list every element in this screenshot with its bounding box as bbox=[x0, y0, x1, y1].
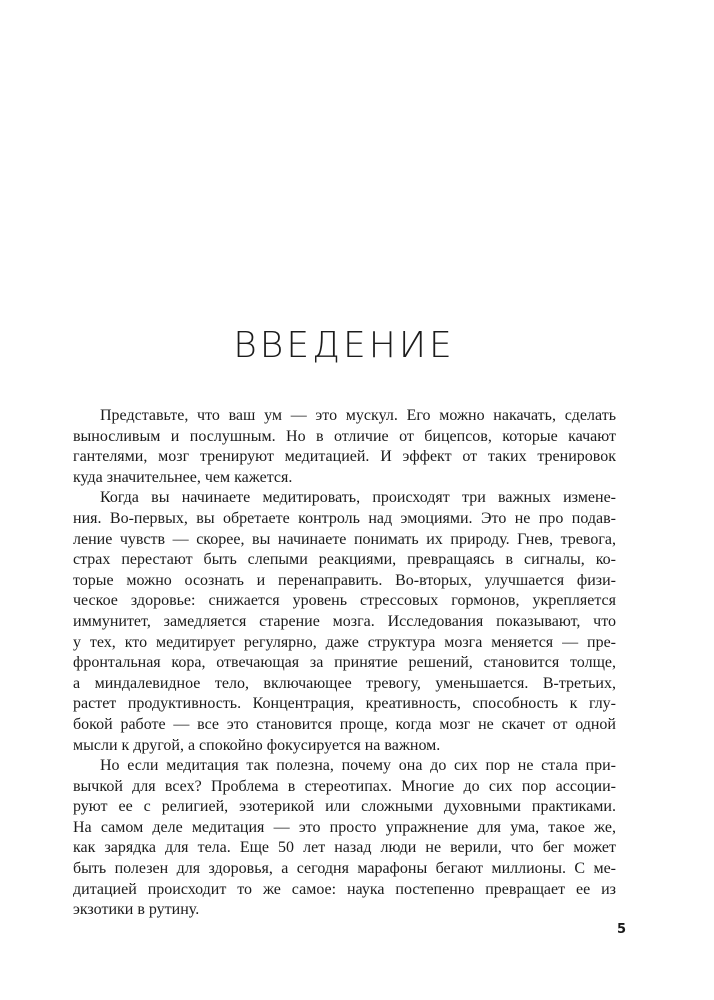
text-line: ление чувств — скорее, вы начинаете понимать их природу. Гнев, тревога, bbox=[73, 530, 616, 548]
text-line: экзотики в рутину. bbox=[73, 901, 200, 919]
text-line: На самом деле медитация — это просто упражнение для ума, такое же, bbox=[73, 818, 616, 836]
text-line: Когда вы начинаете медитировать, происходят три важных измене- bbox=[100, 489, 616, 507]
text-line: как зарядка для тела. Еще 50 лет назад люди не верили, что бег может bbox=[73, 839, 616, 857]
text-line: куда значительнее, чем кажется. bbox=[73, 468, 293, 486]
text-line: ния. Во-первых, вы обретаете контроль над эмоциями. Это не про подав- bbox=[73, 509, 616, 527]
chapter-title: ВВЕДЕНИЕ bbox=[233, 325, 455, 366]
text-line: у тех, кто медитирует регулярно, даже структура мозга меняется — пре- bbox=[73, 633, 616, 651]
text-line: бокой работе — все это становится проще, когда мозг не скачет от одной bbox=[73, 715, 616, 733]
text-line: фронтальная кора, отвечающая за принятие решений, становится толще, bbox=[73, 654, 616, 672]
text-line: торые можно осознать и перенаправить. Во-вторых, улучшается физи- bbox=[73, 571, 616, 589]
text-line: а миндалевидное тело, включающее тревогу, уменьшается. В-третьих, bbox=[73, 674, 616, 692]
text-line: гантелями, мозг тренируют медитацией. И эффект от таких тренировок bbox=[73, 448, 616, 466]
text-line: мысли к другой, а спокойно фокусируется на важном. bbox=[73, 736, 441, 754]
text-line: руют ее с религией, эзотерикой или сложными духовными практиками. bbox=[73, 798, 616, 816]
text-line: иммунитет, замедляется старение мозга. Исследования показывают, что bbox=[73, 612, 616, 630]
text-line: Но если медитация так полезна, почему она до сих пор не стала при- bbox=[100, 757, 616, 775]
text-line: дитацией происходит то же самое: наука постепенно превращает ее из bbox=[73, 880, 616, 898]
text-line: быть полезен для здоровья, а сегодня марафоны бегают миллионы. С ме- bbox=[73, 860, 616, 878]
text-line: Представьте, что ваш ум — это мускул. Его можно накачать, сделать bbox=[100, 407, 616, 424]
text-line: растет продуктивность. Концентрация, креативность, способность к глу- bbox=[73, 695, 616, 713]
text-line: вычкой для всех? Проблема в стереотипах. Многие до сих пор ассоции- bbox=[73, 777, 616, 795]
text-line: выносливым и послушным. Но в отличие от бицепсов, которые качают bbox=[73, 427, 616, 445]
text-line: ческое здоровье: снижается уровень стрессовых гормонов, укрепляется bbox=[73, 592, 616, 610]
page-number: 5 bbox=[616, 922, 626, 937]
text-line: страх перестают быть слепыми реакциями, превращаясь в сигналы, ко- bbox=[73, 551, 616, 569]
chapter-body bbox=[73, 406, 616, 921]
